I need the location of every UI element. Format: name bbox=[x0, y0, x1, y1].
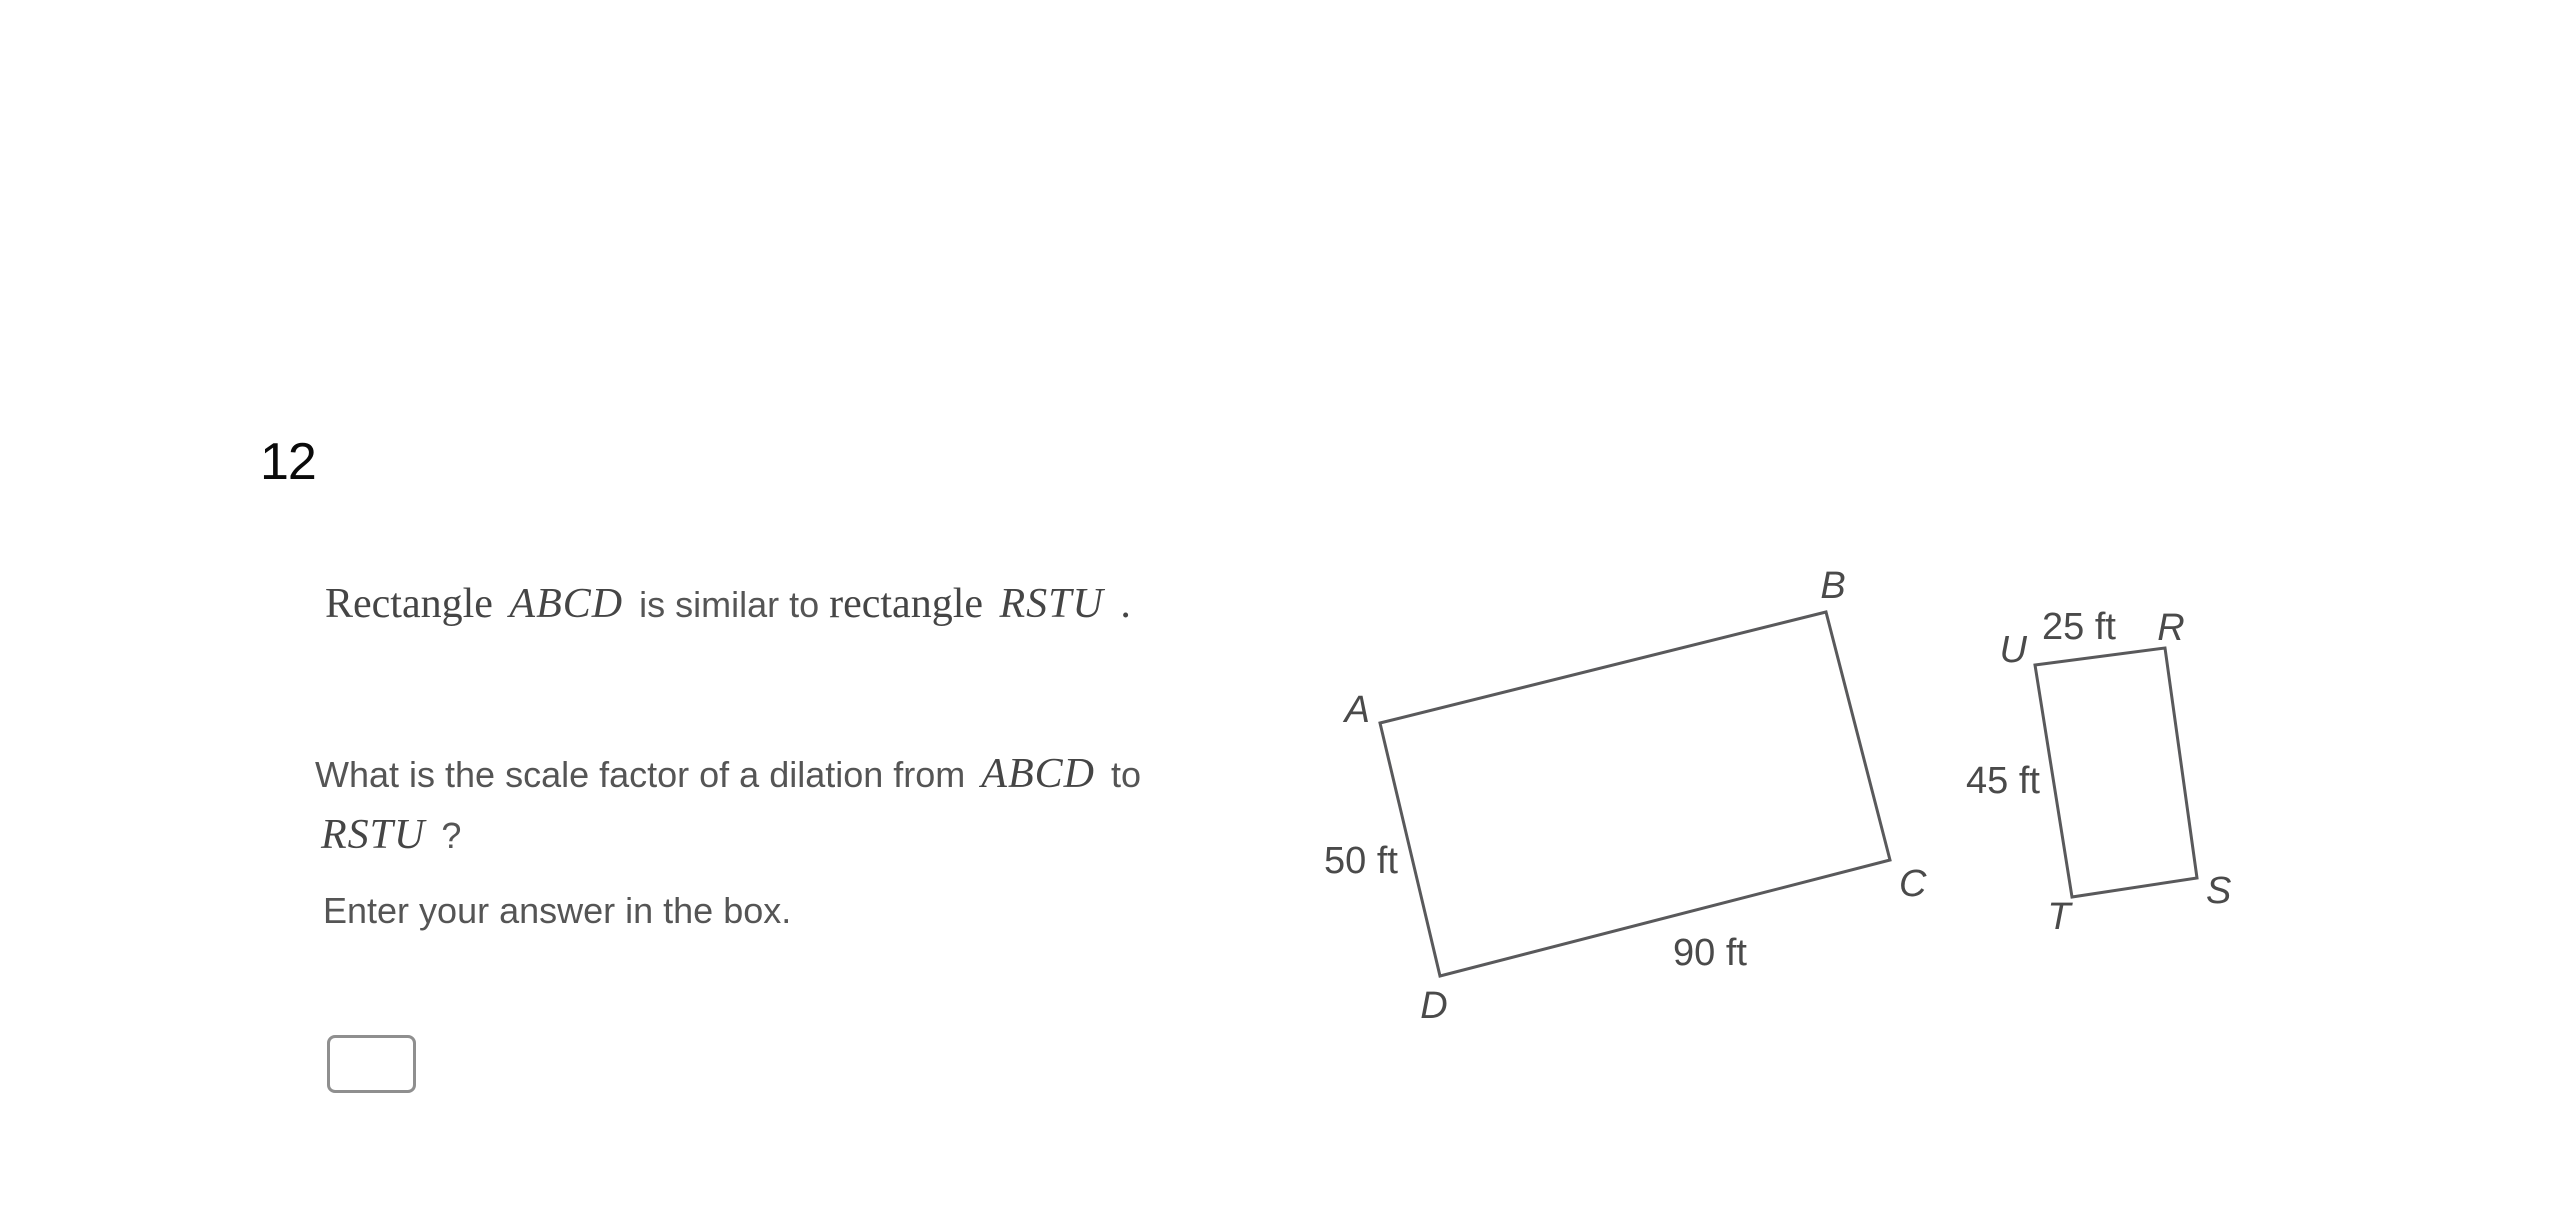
prompt-text-2: to bbox=[1100, 754, 1141, 795]
answer-instruction: Enter your answer in the box. bbox=[323, 890, 792, 931]
statement-period: . bbox=[1109, 581, 1131, 627]
vertex-label-a: A bbox=[1344, 689, 1370, 731]
vertex-label-t: T bbox=[2047, 896, 2071, 938]
side-label-ur-25ft: 25 ft bbox=[2042, 606, 2116, 648]
rectangle-rstu-shape bbox=[2035, 648, 2197, 897]
vertex-label-r: R bbox=[2157, 607, 2185, 649]
vertex-label-b: B bbox=[1820, 565, 1846, 607]
vertex-label-d: D bbox=[1420, 985, 1448, 1027]
vertex-label-c: C bbox=[1899, 863, 1927, 905]
statement-text-3: rectangle bbox=[829, 581, 994, 627]
statement-text-2: is similar to bbox=[629, 584, 830, 625]
prompt-var-abcd: ABCD bbox=[981, 751, 1095, 797]
prompt-text-1: What is the scale factor of a dilation from bbox=[315, 754, 976, 795]
statement-text-1: Rectangle bbox=[325, 581, 504, 627]
prompt-var-rstu: RSTU bbox=[321, 812, 426, 858]
statement-var-abcd: ABCD bbox=[509, 581, 624, 627]
vertex-label-u: U bbox=[1999, 629, 2027, 671]
prompt-question-mark: ? bbox=[431, 815, 462, 856]
side-label-ut-45ft: 45 ft bbox=[1966, 760, 2040, 802]
statement-var-rstu: RSTU bbox=[999, 581, 1104, 627]
side-label-ad-50ft: 50 ft bbox=[1324, 840, 1398, 882]
vertex-label-s: S bbox=[2206, 870, 2232, 912]
side-label-dc-90ft: 90 ft bbox=[1673, 932, 1747, 974]
question-number: 12 bbox=[260, 433, 316, 491]
rectangle-abcd-shape bbox=[1380, 612, 1890, 976]
